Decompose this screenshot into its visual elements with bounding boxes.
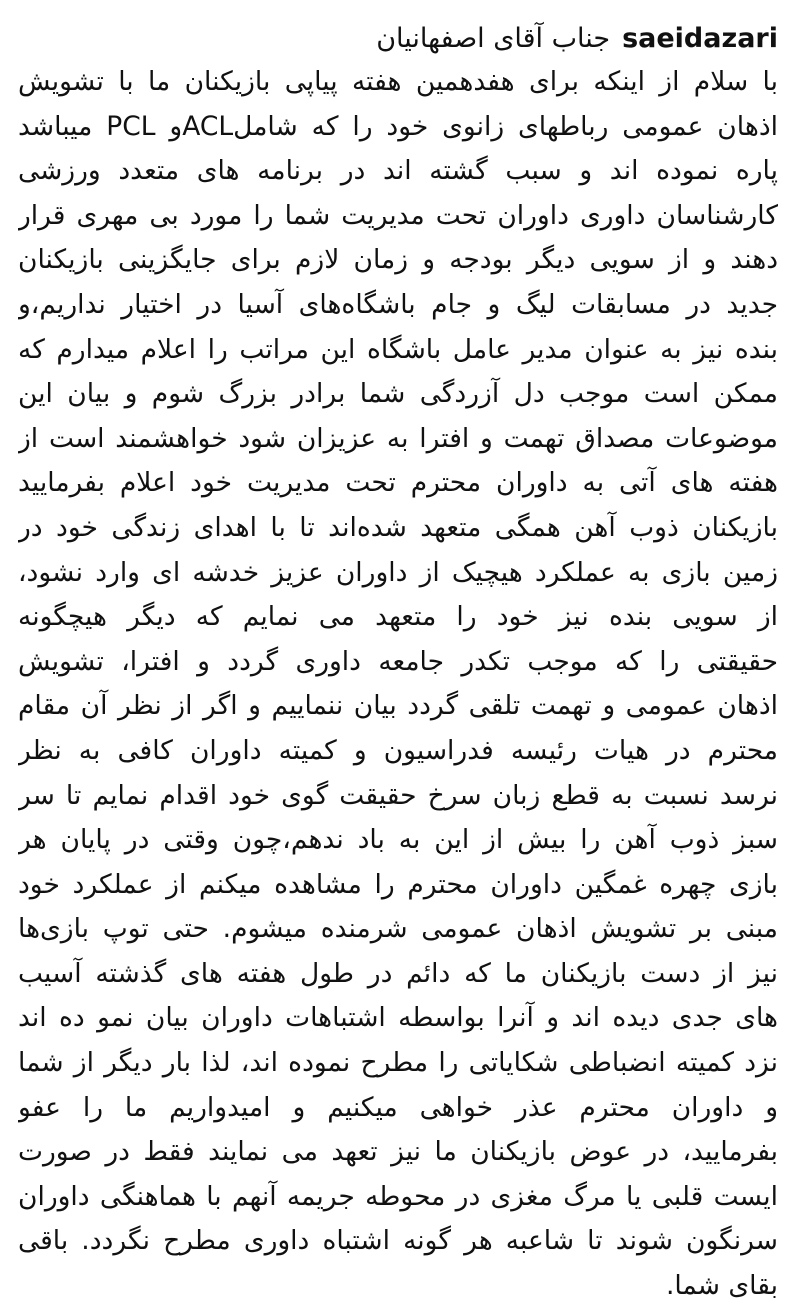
caption-line: اذهان عمومی و تهمت تلقی گردد بیان ننماییم و اگر از نظر آن مقام — [18, 690, 778, 722]
caption-line: محترم در هیات رئیسه فدراسیون و کمیته داوران کافی به نظر — [18, 734, 778, 766]
caption-line: بقای شما. — [665, 1270, 778, 1302]
caption-line: نیز از دست بازیکنان ما که دائم در طول هفته های گذشته آسیب — [18, 957, 778, 989]
caption-body — [18, 60, 778, 1309]
caption-header — [18, 18, 778, 60]
caption-line: حقیقتی را که موجب تکدر جامعه داوری گردد و افترا، تشویش — [18, 645, 778, 677]
caption-line: ممکن است موجب دل آزردگی شما برادر بزرگ شوم و بیان این — [18, 378, 778, 410]
caption-line: زمین بازی به عملکرد هیچیک از داوران عزیز خدشه ای وارد نشود، — [18, 556, 778, 588]
caption-line: و داوران محترم عذر خواهی میکنیم و امیدواریم ما را عفو — [18, 1091, 778, 1123]
caption-line: پاره نموده اند و سبب گشته اند در برنامه های متعدد ورزشی — [18, 155, 778, 187]
caption-line: بفرمایید، در عوض بازیکنان ما نیز تعهد می نمایند فقط در صورت — [18, 1136, 778, 1168]
username-link[interactable]: saeidazari — [622, 23, 778, 54]
caption-line: نرسد نسبت به قطع زبان سرخ حقیقت گوی خود اقدام نمایم تا سر — [18, 779, 778, 811]
caption-line: های جدی دیده اند و آنرا بواسطه اشتباهات داوران بیان نمو ده اند — [18, 1002, 778, 1034]
caption-line: بازی چهره غمگین داوران محترم را مشاهده میکنم از عملکرد خود — [18, 868, 778, 900]
caption-line: سبز ذوب آهن را بیش از این به باد ندهم،چون وقتی در پایان هر — [18, 824, 778, 856]
caption-line: اذهان عمومی رباطهای زانوی خود را که شاملACLو PCL میباشد — [18, 110, 778, 142]
caption-line: مبنی بر تشویش اذهان عمومی شرمنده میشوم. حتی توپ بازی‌ها — [18, 913, 778, 945]
caption-line: نزد کمیته انضباطی شکایاتی را مطرح نموده اند، لذا بار دیگر از شما — [18, 1047, 778, 1079]
caption-line: بازیکنان ذوب آهن همگی متعهد شده‌اند تا با اهدای زندگی خود در — [18, 511, 778, 543]
caption-line: دهند و از سویی دیگر بودجه و زمان لازم برای جایگزینی بازیکنان — [18, 244, 778, 276]
caption-line: هفته های آتی به داوران محترم تحت مدیریت خود اعلام بفرمایید — [18, 467, 778, 499]
caption-line: با سلام از اینکه برای هفدهمین هفته پیاپی بازیکنان ما با تشویش — [18, 66, 778, 97]
caption-line: جدید در مسابقات لیگ و جام باشگاه‌های آسیا در اختیار نداریم،و — [18, 288, 778, 320]
caption-line: ایست قلبی یا مرگ مغزی در محوطه جریمه آنهم با هماهنگی داوران — [18, 1180, 778, 1212]
caption-line: سرنگون شوند تا شاعبه هر گونه اشتباه داوری مطرح نگردد. باقی — [18, 1225, 778, 1257]
caption-line: کارشناسان داوری داوران تحت مدیریت شما را مورد بی مهری قرار — [18, 199, 778, 231]
caption-line: بنده نیز به عنوان مدیر عامل باشگاه این مراتب را اعلام میدارم که — [18, 333, 778, 365]
salutation-text: جناب آقای اصفهانیان — [376, 23, 611, 54]
caption-line: از سویی بنده نیز خود را متعهد می نمایم که دیگر هیچگونه — [18, 601, 778, 633]
caption-line: موضوعات مصداق تهمت و افترا به عزیزان شود خواهشمند است از — [18, 422, 778, 454]
